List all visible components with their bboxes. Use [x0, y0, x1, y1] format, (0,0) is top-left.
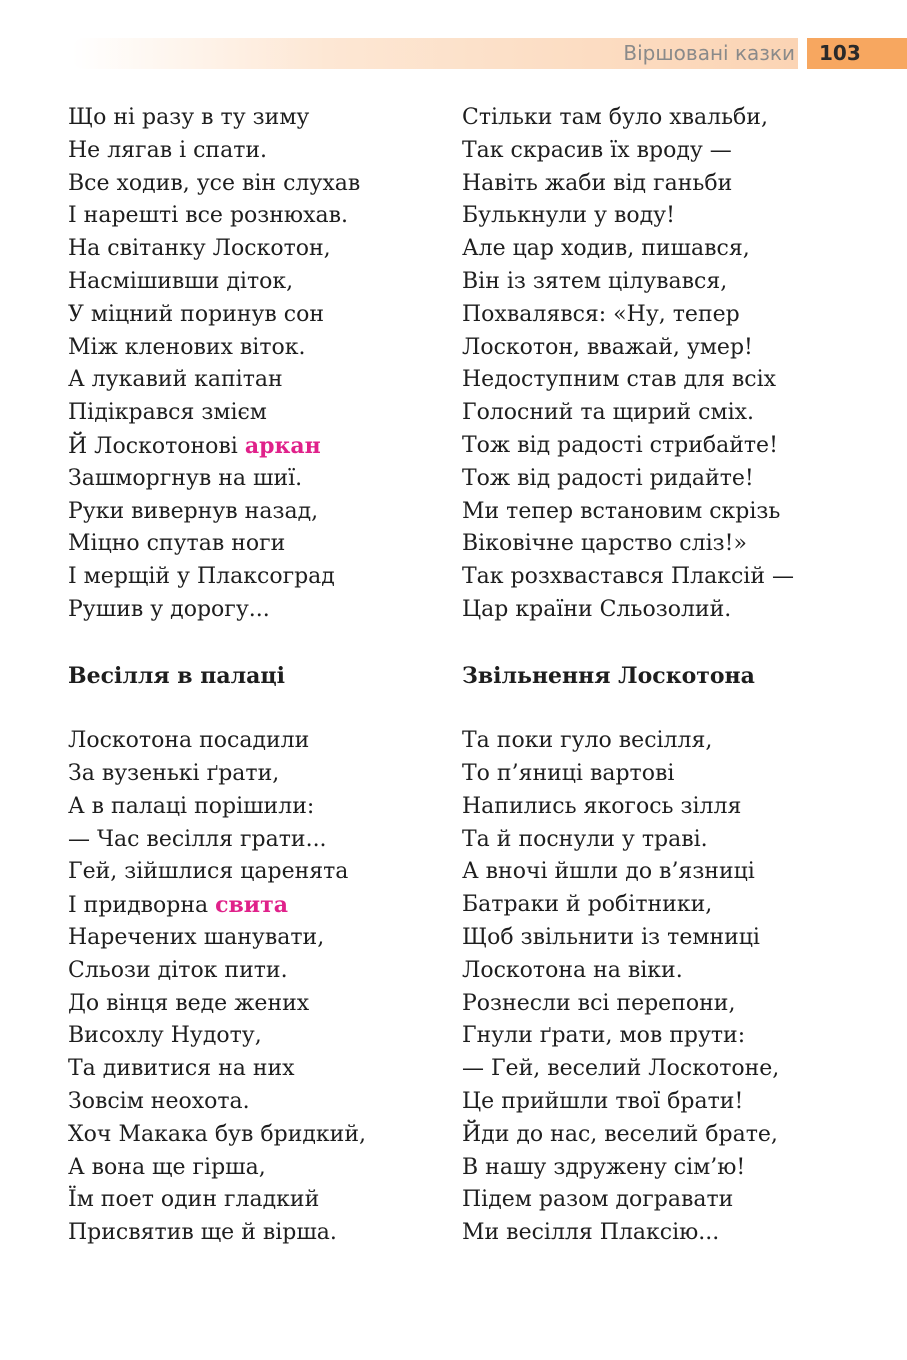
- poem-line: А вночі йшли до в’язниці: [462, 859, 755, 885]
- poem-line: До вінця веде жених: [68, 990, 310, 1016]
- poem-line: Але цар ходив, пишався,: [462, 236, 750, 262]
- poem-line: — Гей, веселий Лоскотоне,: [462, 1056, 780, 1082]
- page-number: 103: [807, 38, 907, 69]
- poem-line: Та поки гуло весілля,: [462, 728, 713, 754]
- poem-line: Напились якогось зілля: [462, 793, 742, 819]
- poem-line-text: І придворна: [68, 893, 216, 919]
- poem-line: Насмішивши діток,: [68, 268, 294, 294]
- poem-line: Їм поет один гладкий: [68, 1187, 320, 1213]
- poem-line: Так скрасив їх вроду —: [462, 137, 732, 163]
- poem-line: Підем разом догравати: [462, 1187, 734, 1213]
- poem-line: Присвятив ще й вірша.: [68, 1220, 337, 1246]
- poem-line: У міцний поринув сон: [68, 301, 325, 327]
- poem-line: Висохлу Нудоту,: [68, 1023, 262, 1049]
- poem-line: Йди до нас, веселий брате,: [462, 1121, 778, 1147]
- poem-line: Руки вивернув назад,: [68, 498, 319, 524]
- poem-line: Зашморгнув на шиї.: [68, 465, 303, 491]
- poem-stanza: [462, 102, 892, 627]
- poem-line: Хоч Макака був бридкий,: [68, 1121, 366, 1147]
- poem-line: Підікрався змієм: [68, 400, 267, 426]
- poem-line: Лоскотона посадили: [68, 728, 310, 754]
- poem-line: [68, 889, 498, 922]
- left-column: [68, 102, 498, 1250]
- poem-line: Що ні разу в ту зиму: [68, 105, 310, 130]
- highlighted-word: свита: [215, 892, 289, 919]
- poem-line: Віковічне царство сліз!»: [462, 531, 747, 557]
- poem-line: За вузенькі ґрати,: [68, 760, 280, 786]
- poem-line-text: Й Лоскотонові: [68, 433, 245, 459]
- poem-stanza: [68, 725, 498, 1250]
- poem-line: А лукавий капітан: [68, 367, 283, 393]
- poem-line: Щоб звільнити із темниці: [462, 924, 760, 950]
- poem-line: Все ходив, усе він слухав: [68, 170, 361, 196]
- poem-line: А вона ще гірша,: [68, 1154, 266, 1180]
- poem-line: Недоступним став для всіх: [462, 367, 777, 393]
- poem-line: Батраки й робітники,: [462, 892, 713, 918]
- poem-line: На світанку Лоскотон,: [68, 236, 331, 262]
- poem-line: Зовсім неохота.: [68, 1088, 250, 1114]
- poem-line: Стільки там було хвальби,: [462, 105, 768, 130]
- poem-line: Так розхвастався Плаксій —: [462, 564, 794, 590]
- poem-line: Сльози діток пити.: [68, 957, 288, 983]
- poem-stanza: [68, 102, 498, 627]
- poem-line: То п’яниці вартові: [462, 760, 675, 786]
- poem-line: Це прийшли твої брати!: [462, 1088, 744, 1114]
- poem-line: Рушив у дорогу...: [68, 596, 270, 622]
- poem-line: Ми весілля Плаксію...: [462, 1220, 720, 1246]
- poem-line: Гей, зійшлися царенята: [68, 859, 349, 885]
- poem-line: І нарешті все рознюхав.: [68, 203, 348, 229]
- poem-line: Між кленових віток.: [68, 334, 306, 360]
- section-heading: Звільнення Лоскотона: [462, 662, 755, 689]
- poem-line: А в палаці порішили:: [68, 793, 315, 819]
- poem-line: [68, 430, 498, 463]
- poem-line: Та дивитися на них: [68, 1056, 295, 1082]
- poem-line: Тож від радості стрибайте!: [462, 432, 778, 458]
- poem-line: Булькнули у воду!: [462, 203, 675, 229]
- highlighted-word: аркан: [244, 432, 321, 459]
- section-heading: Весілля в палаці: [68, 662, 285, 689]
- section-title: Віршовані казки: [623, 41, 795, 65]
- poem-line: Ми тепер встановим скрізь: [462, 498, 781, 524]
- right-column: [462, 102, 892, 1250]
- poem-stanza: [462, 725, 892, 1250]
- poem-line: Та й поснули у траві.: [462, 826, 708, 852]
- page-header: [72, 38, 907, 69]
- poem-line: Цар країни Сльозолий.: [462, 596, 732, 622]
- poem-line: Похвалявся: «Ну, тепер: [462, 301, 740, 327]
- poem-line: В нашу здружену сім’ю!: [462, 1154, 746, 1180]
- poem-line: Голосний та щирий сміх.: [462, 400, 755, 426]
- poem-line: Тож від радості ридайте!: [462, 465, 754, 491]
- poem-line: Міцно спутав ноги: [68, 531, 286, 557]
- poem-line: Він із зятем цілувався,: [462, 268, 728, 294]
- poem-line: І мерщій у Плаксоград: [68, 564, 335, 590]
- poem-line: Рознесли всі перепони,: [462, 990, 736, 1016]
- poem-line: Лоскотон, вважай, умер!: [462, 334, 753, 360]
- poem-line: Наречених шанувати,: [68, 924, 325, 950]
- poem-line: — Час весілля грати...: [68, 826, 327, 852]
- poem-line: Лоскотона на віки.: [462, 957, 683, 983]
- poem-line: Не лягав і спати.: [68, 137, 268, 163]
- poem-line: Гнули ґрати, мов прути:: [462, 1023, 746, 1049]
- poem-line: Навіть жаби від ганьби: [462, 170, 733, 196]
